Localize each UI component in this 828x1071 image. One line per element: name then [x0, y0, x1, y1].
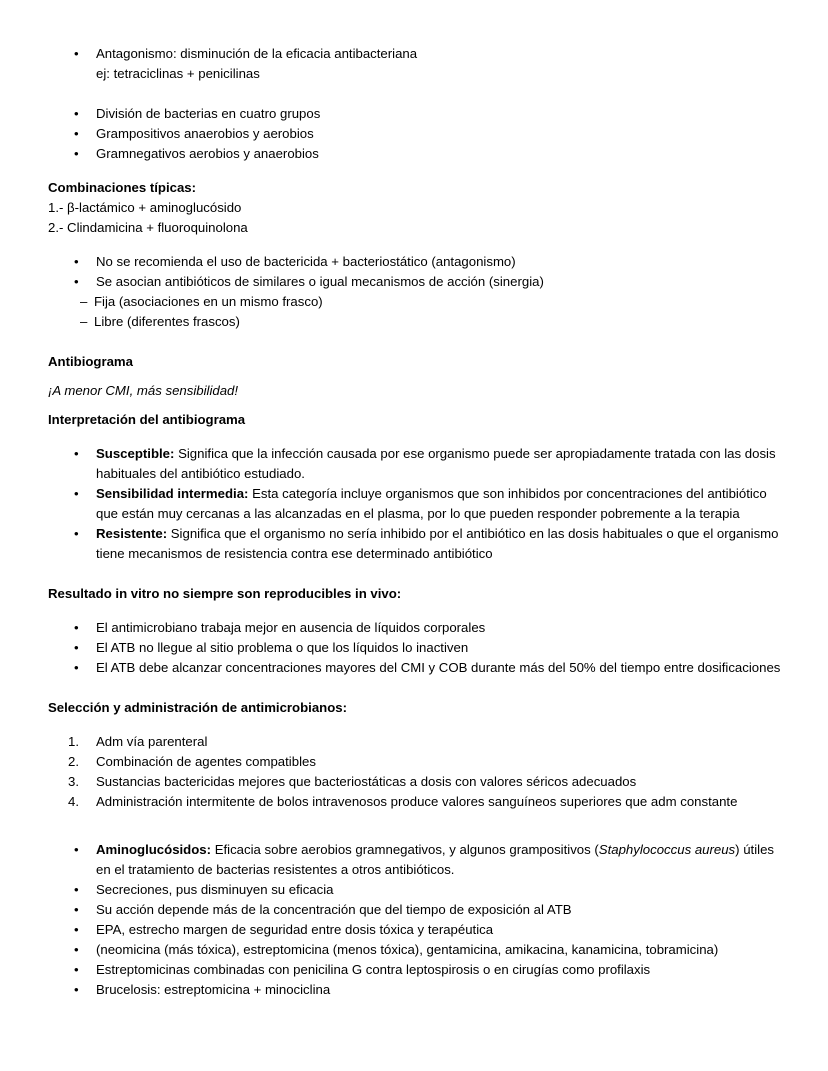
- numbered-list-item: [48, 732, 785, 752]
- list-number: 2.: [68, 754, 79, 769]
- list-item: [48, 658, 785, 678]
- list-number: 4.: [68, 794, 79, 809]
- sub-list-item: [48, 312, 785, 332]
- list-item-label: Gramnegativos aerobios y anaerobios: [96, 146, 319, 161]
- bullet-icon: •: [74, 922, 79, 937]
- spacer: [48, 401, 785, 410]
- bullet-icon: •: [74, 640, 79, 655]
- list-item-label: El antimicrobiano trabaja mejor en ausencia de líquidos corporales: [96, 620, 486, 635]
- list-item-label: Secreciones, pus disminuyen su eficacia: [96, 882, 334, 897]
- combinacion-item-2: 2.- Clindamicina + fluoroquinolona: [48, 220, 248, 235]
- definition-susceptible: Significa que la infección causada por ese organismo puede ser apropiadamente tratada con las dosis habituales del antibiótico estudiado.: [96, 446, 776, 481]
- antibiograma-note: ¡A menor CMI, más sensibilidad!: [48, 383, 239, 398]
- sub-list-item-label: Fija (asociaciones en un mismo frasco): [94, 294, 323, 309]
- heading-resultado-in-vitro: Resultado in vitro no siempre son reproducibles in vivo:: [48, 586, 402, 601]
- list-item-label: División de bacterias en cuatro grupos: [96, 106, 321, 121]
- aminoglucosidos-body-1: Eficacia sobre aerobios gramnegativos, y algunos grampositivos (: [211, 842, 599, 857]
- list-item: [48, 144, 785, 164]
- bullet-icon: •: [74, 660, 79, 675]
- list-item-label: No se recomienda el uso de bactericida + bacteriostático (antagonismo): [96, 254, 516, 269]
- term-aminoglucosidos: Aminoglucósidos:: [96, 842, 212, 857]
- spacer: [48, 372, 785, 381]
- list-item: [48, 484, 785, 524]
- list-item: [48, 252, 785, 272]
- spacer: [48, 678, 785, 698]
- numbered-list-item: [48, 772, 785, 792]
- bullet-icon: •: [74, 274, 79, 289]
- list-item-label: El ATB no llegue al sitio problema o que los líquidos lo inactiven: [96, 640, 469, 655]
- bullet-icon: •: [74, 620, 79, 635]
- list-item: [48, 940, 785, 960]
- list-item: [48, 638, 785, 658]
- dash-icon: –: [80, 314, 88, 329]
- combinacion-item-1: 1.- β-lactámico + aminoglucósido: [48, 200, 242, 215]
- list-number: 1.: [68, 734, 79, 749]
- list-item: [48, 104, 785, 124]
- list-item-label: Brucelosis: estreptomicina + minociclina: [96, 982, 331, 997]
- bullet-icon: •: [74, 486, 79, 501]
- bullet-icon: •: [74, 254, 79, 269]
- term-susceptible: Susceptible:: [96, 446, 175, 461]
- bullet-icon: •: [74, 106, 79, 121]
- bullet-icon: •: [74, 146, 79, 161]
- list-item-label: Estreptomicinas combinadas con penicilina G contra leptospirosis o en cirugías como profilaxis: [96, 962, 651, 977]
- list-number: 3.: [68, 774, 79, 789]
- term-sensibilidad-intermedia: Sensibilidad intermedia:: [96, 486, 249, 501]
- division-bacterias-list: [48, 104, 785, 164]
- spacer: [48, 564, 785, 584]
- bullet-icon: •: [74, 962, 79, 977]
- list-item: [48, 900, 785, 920]
- seleccion-list: [48, 732, 785, 812]
- bullet-icon: •: [74, 526, 79, 541]
- species-name-italic: Staphylococcus aureus: [598, 842, 736, 857]
- numbered-list-item-label: Sustancias bactericidas mejores que bacteriostáticas a dosis con valores séricos adecuados: [96, 774, 637, 789]
- list-item: [48, 980, 785, 1000]
- resultado-list: [48, 618, 785, 678]
- list-item-label: EPA, estrecho margen de seguridad entre dosis tóxica y terapéutica: [96, 922, 494, 937]
- aminoglucosidos-body-2: ) útiles en el tratamiento de bacterias resistentes a otros antibióticos.: [96, 842, 774, 877]
- list-item: [48, 124, 785, 144]
- combinaciones-sub-list: [48, 292, 785, 332]
- definition-resistente: Significa que el organismo no sería inhibido por el antibiótico en las dosis habituales o que el organismo tiene mecanismos de resistencia contra ese determinado antibiótico: [96, 526, 779, 561]
- spacer: [48, 430, 785, 444]
- bullet-icon: •: [74, 46, 79, 61]
- spacer: [48, 332, 785, 352]
- list-item-label: Grampositivos anaerobios y aerobios: [96, 126, 314, 141]
- bullet-icon: •: [74, 982, 79, 997]
- bullet-icon: •: [74, 446, 79, 461]
- list-item: [48, 960, 785, 980]
- bullet-icon: •: [74, 882, 79, 897]
- heading-combinaciones: Combinaciones típicas:: [48, 180, 197, 195]
- bullet-icon: •: [74, 942, 79, 957]
- numbered-list-item: [48, 752, 785, 772]
- spacer: [48, 604, 785, 618]
- numbered-list-item-label: Adm vía parenteral: [96, 734, 208, 749]
- sub-list-item-label: Libre (diferentes frascos): [94, 314, 240, 329]
- list-item: [48, 272, 785, 292]
- spacer: [48, 238, 785, 252]
- heading-seleccion: Selección y administración de antimicrobianos:: [48, 700, 347, 715]
- term-resistente: Resistente:: [96, 526, 168, 541]
- spacer: [48, 812, 785, 840]
- spacer: [48, 718, 785, 732]
- list-item-label: Se asocian antibióticos de similares o igual mecanismos de acción (sinergia): [96, 274, 544, 289]
- numbered-list-item: [48, 792, 785, 812]
- bullet-icon: •: [74, 902, 79, 917]
- combinaciones-bullets: [48, 252, 785, 292]
- list-item-label: (neomicina (más tóxica), estreptomicina (menos tóxica), gentamicina, amikacina, kanamicina, tobramicina): [96, 942, 719, 957]
- list-item: [48, 444, 785, 484]
- list-item: [48, 44, 785, 84]
- antagonismo-line-1: Antagonismo: disminución de la eficacia antibacteriana: [96, 46, 418, 61]
- dash-icon: –: [80, 294, 88, 309]
- numbered-list-item-label: Combinación de agentes compatibles: [96, 754, 316, 769]
- spacer: [48, 84, 785, 104]
- list-item: [48, 920, 785, 940]
- heading-interpretacion: Interpretación del antibiograma: [48, 412, 246, 427]
- numbered-list-item-label: Administración intermitente de bolos intravenosos produce valores sanguíneos superiores que adm constante: [96, 794, 738, 809]
- list-item: [48, 880, 785, 900]
- bullet-icon: •: [74, 842, 79, 857]
- list-item-label: Su acción depende más de la concentración que del tiempo de exposición al ATB: [96, 902, 572, 917]
- antagonismo-line-2: ej: tetraciclinas + penicilinas: [96, 66, 260, 81]
- aminoglucosidos-list: [48, 840, 785, 1000]
- list-item: [48, 618, 785, 638]
- interpretacion-list: [48, 444, 785, 564]
- list-item: [48, 840, 785, 880]
- spacer: [48, 164, 785, 178]
- antagonismo-list: [48, 44, 785, 84]
- bullet-icon: •: [74, 126, 79, 141]
- list-item: [48, 524, 785, 564]
- list-item-label: El ATB debe alcanzar concentraciones mayores del CMI y COB durante más del 50% del tiempo entre dosificaciones: [96, 660, 781, 675]
- definition-sensibilidad-intermedia: Esta categoría incluye organismos que son inhibidos por concentraciones del antibiótico que están muy cercanas a las alcanzadas en el plasma, por lo que pueden responder pobremente a la terapia: [96, 486, 767, 521]
- sub-list-item: [48, 292, 785, 312]
- heading-antibiograma: Antibiograma: [48, 354, 133, 369]
